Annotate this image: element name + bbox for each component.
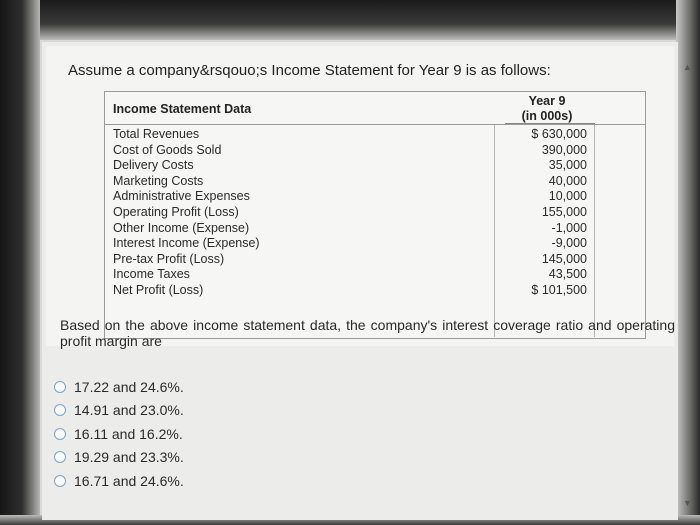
table-row-value: $ 101,500 xyxy=(531,282,587,297)
photo-bezel-right xyxy=(676,0,700,525)
table-row-label: Income Taxes xyxy=(113,267,190,282)
photo-bezel-left xyxy=(0,0,40,525)
table-row-label: Operating Profit (Loss) xyxy=(113,204,239,219)
answer-choice-1[interactable] xyxy=(54,375,184,399)
answer-choice-label: 16.11 and 16.2%. xyxy=(74,425,183,442)
quiz-screen xyxy=(42,42,678,520)
row-values xyxy=(497,127,587,299)
table-row-label: Pre-tax Profit (Loss) xyxy=(113,251,225,266)
table-row-label: Interest Income (Expense) xyxy=(113,236,260,251)
answer-choice-label: 16.71 and 24.6%. xyxy=(74,472,184,489)
answer-choice-label: 17.22 and 24.6%. xyxy=(74,378,184,395)
table-row-label: Other Income (Expense) xyxy=(113,220,250,235)
answer-choice-label: 19.29 and 23.3%. xyxy=(74,449,184,466)
answer-choices xyxy=(54,375,184,493)
income-statement-table xyxy=(104,91,646,339)
scroll-up-arrow-icon[interactable]: ▲ xyxy=(683,62,692,72)
table-row-label: Total Revenues xyxy=(113,127,200,141)
table-row-label: Administrative Expenses xyxy=(113,189,250,204)
table-row-label: Marketing Costs xyxy=(113,173,204,188)
radio-button[interactable] xyxy=(54,428,66,440)
question-prompt: Based on the above income statement data, the company's interest coverage ratio and operating profit margin are xyxy=(60,317,675,349)
table-row-value: 40,000 xyxy=(548,173,587,188)
table-row-value: $ 630,000 xyxy=(531,127,587,141)
table-row-value: 155,000 xyxy=(541,204,587,219)
table-year-header xyxy=(507,94,587,124)
scroll-down-arrow-icon[interactable]: ▼ xyxy=(683,498,692,508)
year-header-line2: (in 000s) xyxy=(521,109,573,123)
answer-choice-5[interactable] xyxy=(54,469,184,493)
year-underline xyxy=(505,123,595,124)
row-labels xyxy=(113,127,260,299)
table-row-label: Net Profit (Loss) xyxy=(113,282,204,297)
radio-button[interactable] xyxy=(54,404,66,416)
question-intro: Assume a company&rsqouo;s Income Statement for Year 9 is as follows: xyxy=(68,62,551,79)
table-row-value: 145,000 xyxy=(541,251,587,266)
table-row-value: 35,000 xyxy=(548,158,587,173)
value-column-border-right xyxy=(594,125,595,337)
table-row-label: Delivery Costs xyxy=(113,158,194,173)
radio-button[interactable] xyxy=(54,381,66,393)
value-column-border-left xyxy=(494,125,495,337)
year-header-line1: Year 9 xyxy=(528,94,566,108)
radio-button[interactable] xyxy=(54,475,66,487)
radio-button[interactable] xyxy=(54,451,66,463)
header-divider xyxy=(105,124,645,125)
answer-choice-4[interactable] xyxy=(54,446,184,470)
table-row-value: 43,500 xyxy=(548,267,587,282)
answer-choice-label: 14.91 and 23.0%. xyxy=(74,402,184,419)
table-row-value: 390,000 xyxy=(541,142,587,157)
question-card xyxy=(46,46,674,346)
photo-bezel-top xyxy=(0,0,700,40)
table-row-value: 10,000 xyxy=(548,189,587,204)
table-row-value: -9,000 xyxy=(551,236,587,251)
table-header-label: Income Statement Data xyxy=(113,102,252,116)
answer-choice-2[interactable] xyxy=(54,399,184,423)
answer-choice-3[interactable] xyxy=(54,422,184,446)
table-row-label: Cost of Goods Sold xyxy=(113,142,222,157)
table-row-value: -1,000 xyxy=(551,220,587,235)
